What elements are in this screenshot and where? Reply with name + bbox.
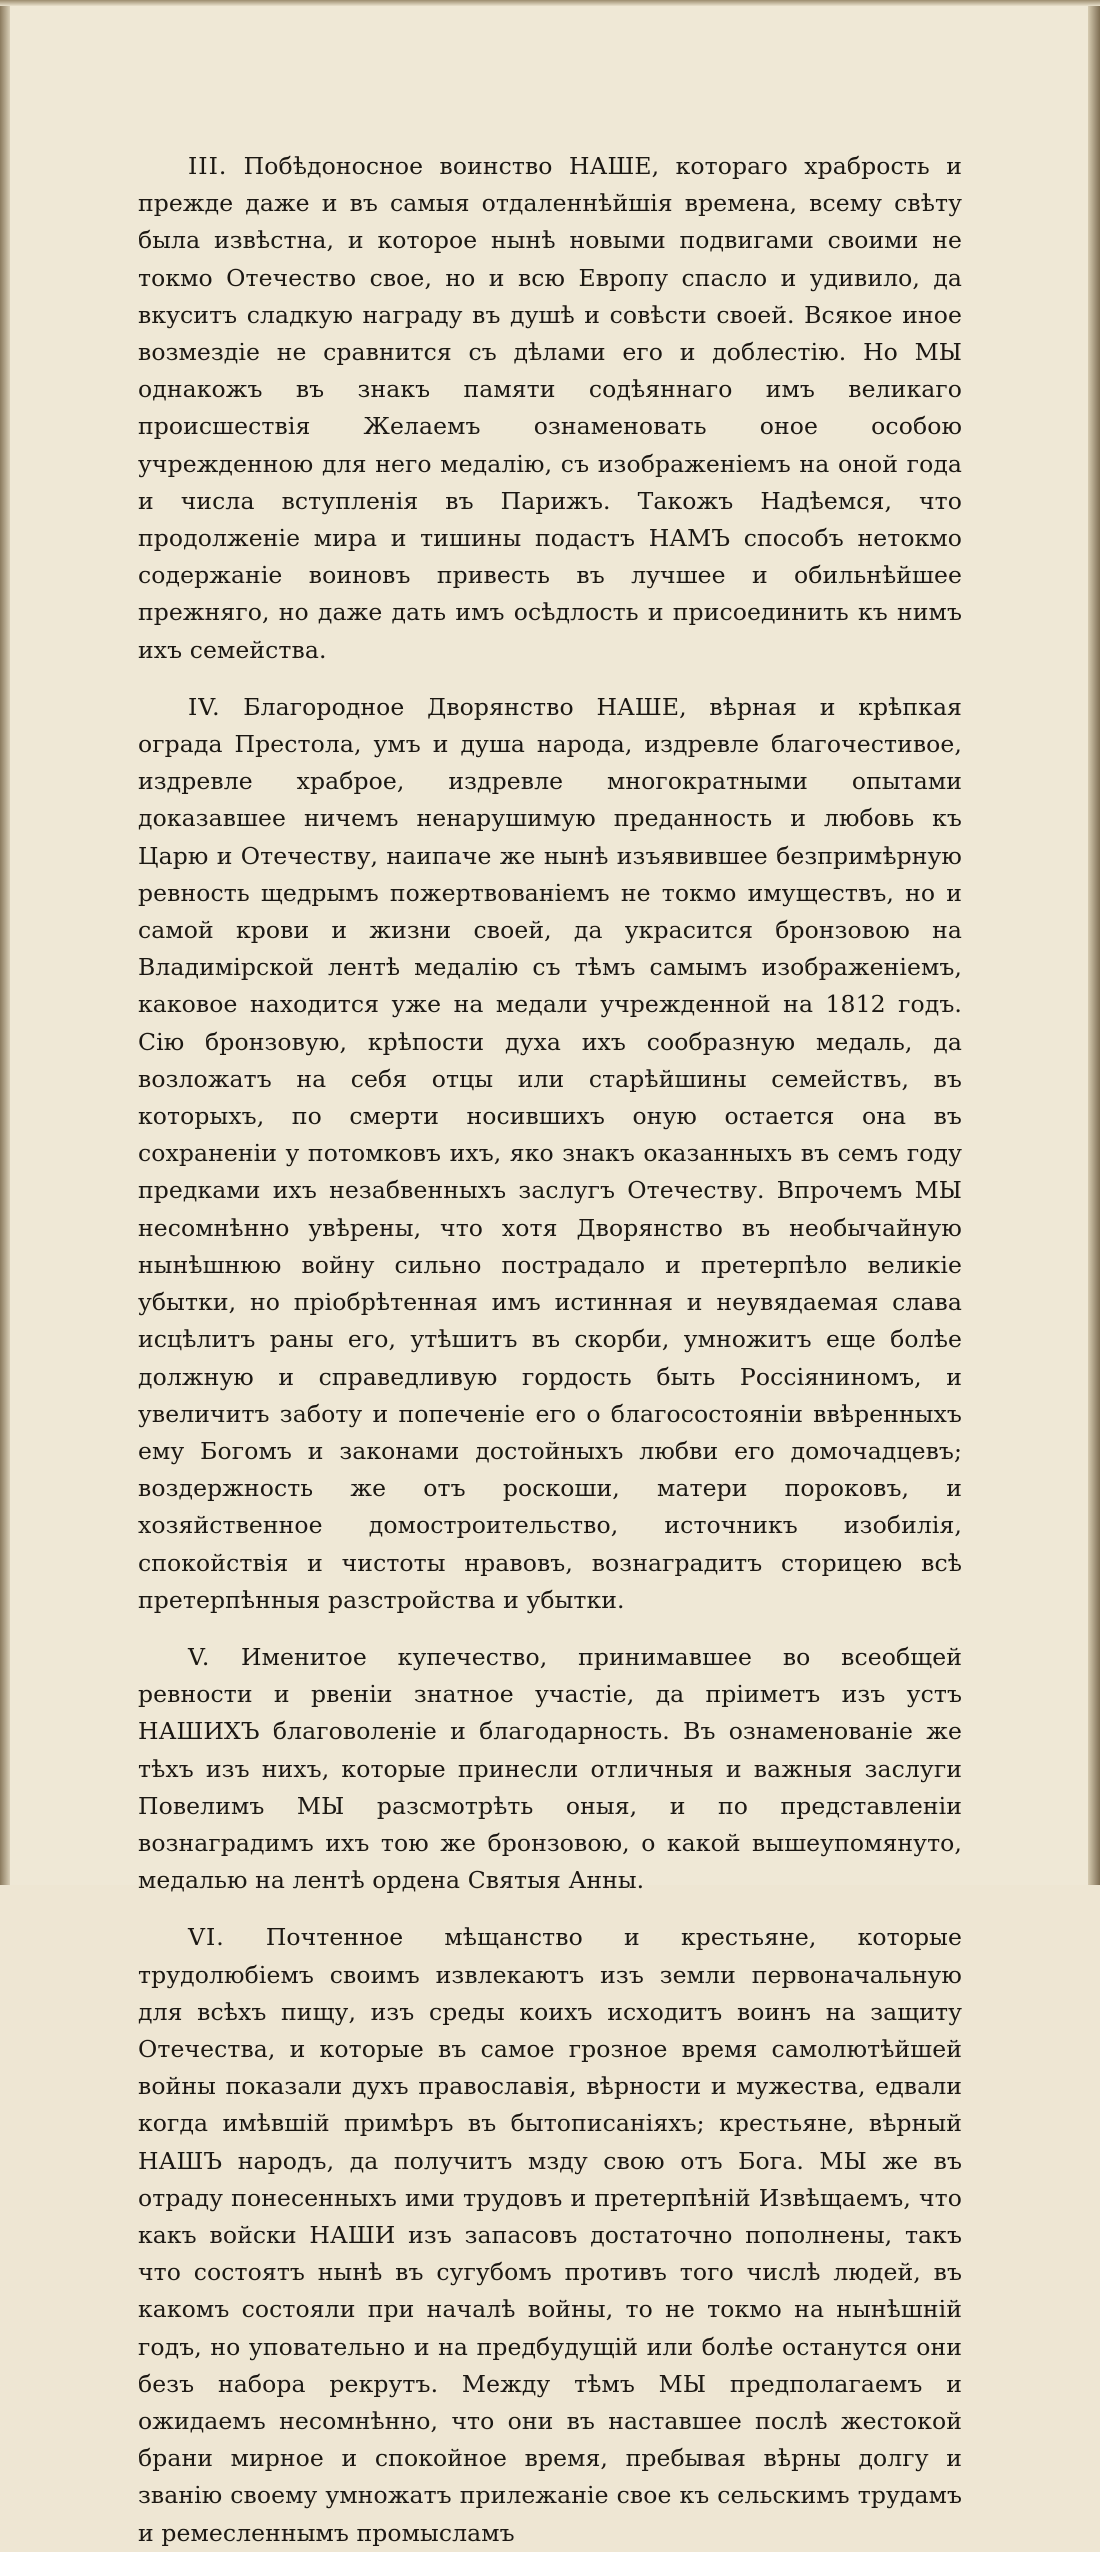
paragraph-text: Почтенное мѣщанство и крестьяне, которые трудолюбіемъ своимъ извлекаютъ изъ земли первоначальную для всѣхъ пищу, изъ среды коихъ исходитъ воинъ на защиту Отечества, и которые въ самое грозное время самолютѣйшей войны показали духъ православія, вѣрности и мужества, едвали когда имѣвшій примѣръ въ бытописаніяхъ; крестьяне, вѣрный НАШЪ народъ, да получитъ мзду свою отъ Бога. МЫ же въ отраду понесенныхъ ими трудовъ и претерпѣній Извѣщаемъ, что какъ войски НАШИ изъ запасовъ достаточно пополнены, такъ что состоятъ нынѣ въ сугубомъ противъ того числѣ людей, въ какомъ состояли при началѣ войны, то не токмо на нынѣшній годъ, но уповательно и на предбудущій или болѣе останутся они безъ набора рекрутъ. Между тѣмъ МЫ предполагаемъ и ожидаемъ несомнѣнно, что они въ наставшее послѣ жестокой брани мирное и спокойное время, пребывая вѣрны долгу и званію своему умножатъ прилежаніе свое къ сельскимъ трудамъ и ремесленнымъ промысламъ bbox=[138, 1923, 962, 2547]
paragraph-v bbox=[138, 1639, 962, 1899]
page-edge-top bbox=[0, 0, 1100, 6]
paragraph-vi bbox=[138, 1919, 962, 2551]
paragraph-iv bbox=[138, 689, 962, 1619]
paragraph-text: Побѣдоносное воинство НАШЕ, котораго храбрость и прежде даже и въ самыя отдаленнѣйшія времена, всему свѣту была извѣстна, и которое нынѣ новыми подвигами своими не токмо Отечество свое, но и всю Европу спасло и удивило, да вкуситъ сладкую награду въ душѣ и совѣсти своей. Всякое иное возмездіе не сравнится съ дѣлами его и доблестію. Но МЫ однакожъ въ знакъ памяти содѣяннаго имъ великаго происшествія Желаемъ ознаменовать оное особою учрежденною для него медалію, съ изображеніемъ на оной года и числа вступленія въ Парижъ. Такожъ Надѣемся, что продолженіе мира и тишины подастъ НАМЪ способъ нетокмо содержаніе воиновъ привесть въ лучшее и обильнѣйшее прежняго, но даже дать имъ осѣдлость и присоединить къ нимъ ихъ семейства. bbox=[138, 152, 962, 664]
page-edge-right bbox=[1088, 0, 1100, 1885]
paragraph-numeral: IV. bbox=[188, 692, 221, 721]
paragraph-numeral: III. bbox=[188, 152, 228, 180]
paragraph-numeral: VI. bbox=[188, 1923, 225, 1952]
paragraph-text: Именитое купечество, принимавшее во всеобщей ревности и рвеніи знатное участіе, да пріиметъ изъ устъ НАШИХЪ благоволеніе и благодарность. Въ ознаменованіе же тѣхъ изъ нихъ, которые принесли отличныя и важныя заслуги Повелимъ МЫ разсмотрѣть оныя, и по представленіи вознаградимъ ихъ тою же бронзовою, о какой вышеупомянуто, медалью на лентѣ ордена Святыя Анны. bbox=[138, 1642, 962, 1895]
page-edge-left bbox=[0, 0, 10, 1885]
paragraph-text: Благородное Дворянство НАШЕ, вѣрная и крѣпкая ограда Престола, умъ и душа народа, издревле благочестивое, издревле храброе, издревле многократными опытами доказавшее ничемъ ненарушимую преданность и любовь къ Царю и Отечеству, наипаче же нынѣ изъявившее безпримѣрную ревность щедрымъ пожертвованіемъ не токмо имуществъ, но и самой крови и жизни своей, да украсится бронзовою на Владимірской лентѣ медалію съ тѣмъ самымъ изображеніемъ, каковое находится уже на медали учрежденной на 1812 годъ. Сію бронзовую, крѣпости духа ихъ сообразную медаль, да возложатъ на себя отцы или старѣйшины семействъ, въ которыхъ, по смерти носившихъ оную остается она въ сохраненіи у потомковъ ихъ, яко знакъ оказанныхъ въ семъ году предками ихъ незабвенныхъ заслугъ Отечеству. Впрочемъ МЫ несомнѣнно увѣрены, что хотя Дворянство въ необычайную нынѣшнюю войну сильно пострадало и претерпѣло великіе убытки, но пріобрѣтенная имъ истинная и неувядаемая слава исцѣлитъ раны его, утѣшитъ въ скорби, умножитъ еще болѣе должную и справедливую гордость быть Россіяниномъ, и увеличитъ заботу и попеченіе его о благосостояніи ввѣренныхъ ему Богомъ и законами достойныхъ любви его домочадцевъ; воздержность же отъ роскоши, матери пороковъ, и хозяйственное домостроительство, источникъ изобилія, спокойствія и чистоты нравовъ, вознаградитъ сторицею всѣ претерпѣнныя разстройства и убытки. bbox=[138, 692, 962, 1614]
manifesto-text bbox=[138, 148, 962, 2552]
paragraph-iii bbox=[138, 148, 962, 669]
paragraph-numeral: V. bbox=[188, 1642, 211, 1671]
